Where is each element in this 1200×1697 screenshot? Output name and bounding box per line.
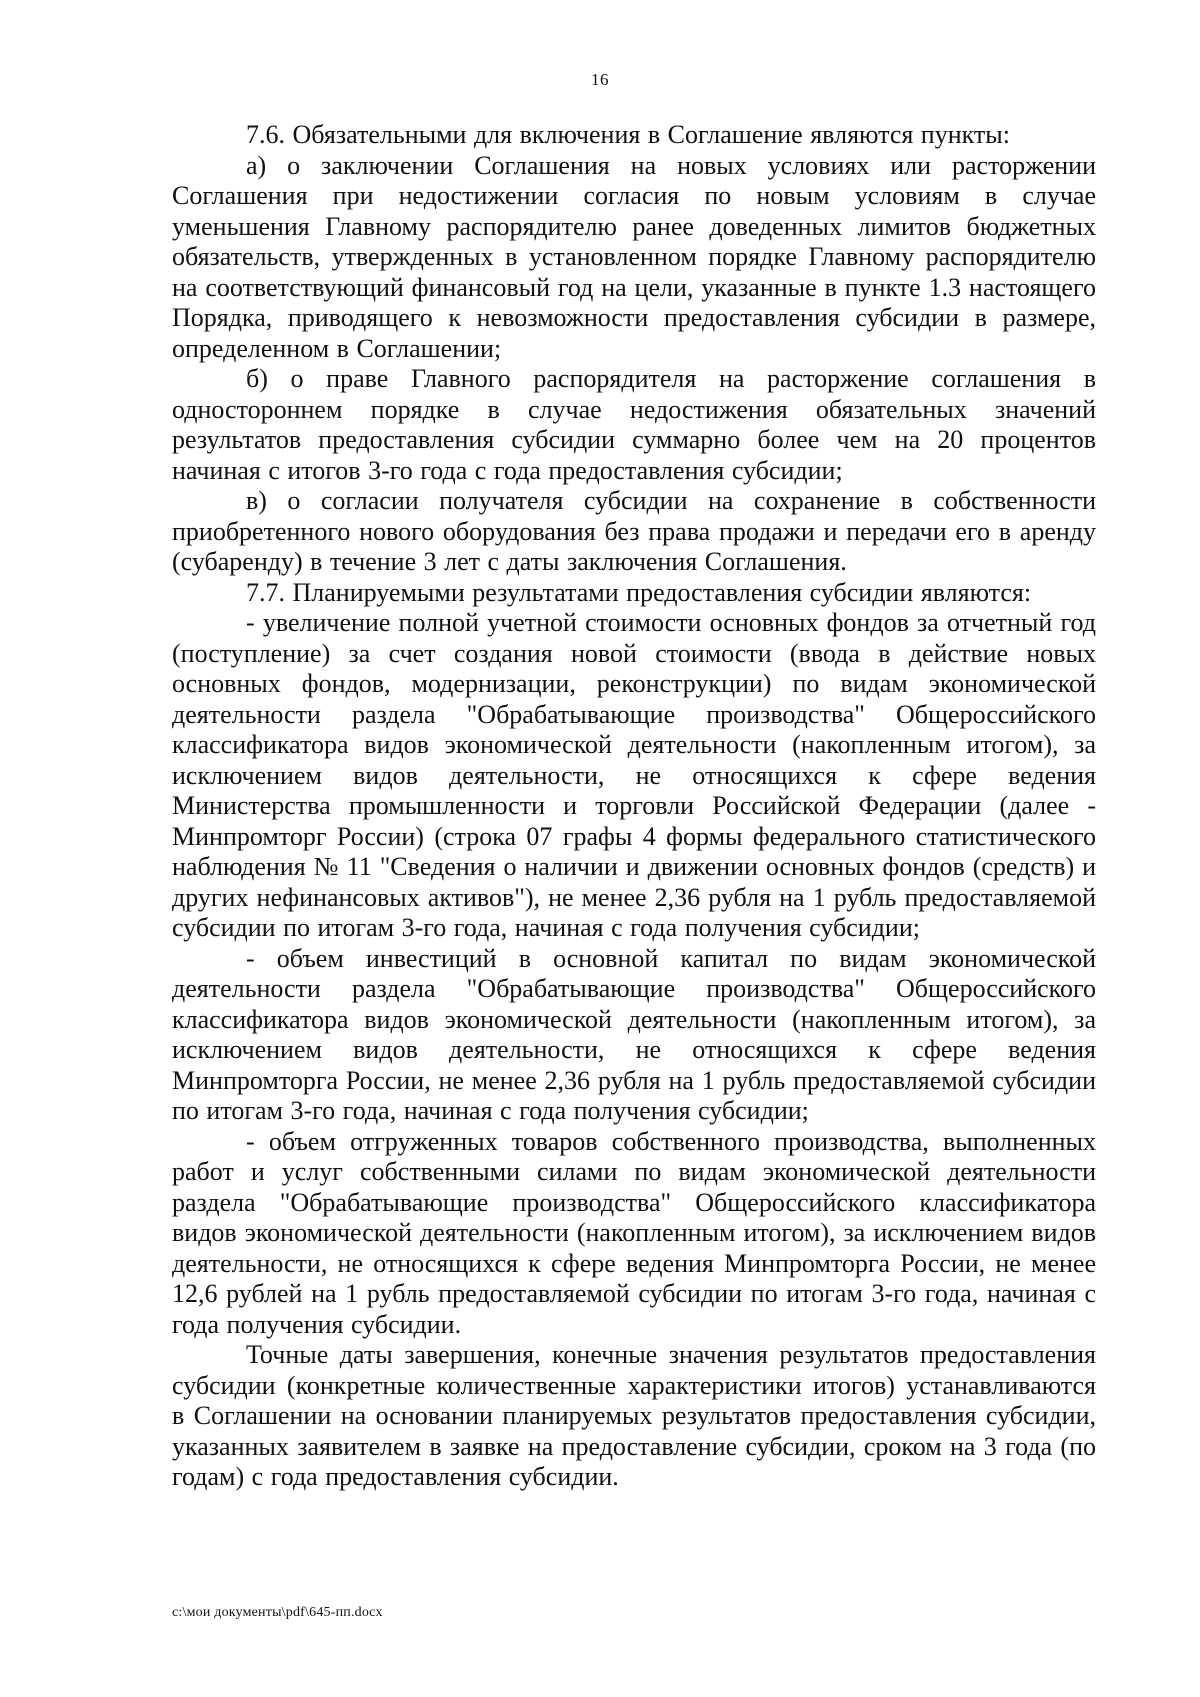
paragraph-result-investments: - объем инвестиций в основной капитал по видам экономической деятельности раздела "Обрабатывающие производства" Общероссийского классификатора видов экономической деятельности (накопленным итогом), за исключением видов деятельности, не относящихся к сфере ведения Минпромторга России, не менее 2,36 рубля на 1 рубль предоставляемой субсидии по итогам 3-го года, начиная с года получения субсидии; <box>172 943 1096 1125</box>
paragraph-exact-dates: Точные даты завершения, конечные значения результатов предоставления субсидии (конкретные количественные характеристики итогов) устанавливаются в Соглашении на основании планируемых результатов предоставления субсидии, указанных заявителем в заявке на предоставление субсидии, сроком на 3 года (по годам) с года предоставления субсидии. <box>172 1340 1096 1491</box>
paragraph-7-6-v: в) о согласии получателя субсидии на сохранение в собственности приобретенного нового оборудования без права продажи и передачи его в аренду (субаренду) в течение 3 лет с даты заключения Соглашения. <box>172 486 1096 576</box>
document-body <box>172 120 1096 1493</box>
paragraph-7-6: 7.6. Обязательными для включения в Соглашение являются пункты: <box>246 120 1010 149</box>
paragraph-7-6-b: б) о праве Главного распорядителя на расторжение соглашения в одностороннем порядке в случае недостижения обязательных значений результатов предоставления субсидии суммарно более чем на 20 процентов начиная с итогов 3-го года с года предоставления субсидии; <box>172 364 1096 485</box>
paragraph-result-fixed-assets: - увеличение полной учетной стоимости основных фондов за отчетный год (поступление) за счет создания новой стоимости (ввода в действие новых основных фондов, модернизации, реконструкции) по видам экономической деятельности раздела "Обрабатывающие производства" Общероссийского классификатора видов экономической деятельности (накопленным итогом), за исключением видов деятельности, не относящихся к сфере ведения Министерства промышленности и торговли Российской Федерации (далее - Минпромторг России) (строка 07 графы 4 формы федерального статистического наблюдения № 11 "Сведения о наличии и движении основных фондов (средств) и других нефинансовых активов"), не менее 2,36 рубля на 1 рубль предоставляемой субсидии по итогам 3-го года, начиная с года получения субсидии; <box>172 608 1096 942</box>
paragraph-7-6-a: а) о заключении Соглашения на новых условиях или расторжении Соглашения при недостижении согласия по новым условиям в случае уменьшения Главному распорядителю ранее доведенных лимитов бюджетных обязательств, утвержденных в установленном порядке Главному распорядителю на соответствующий финансовый год на цели, указанные в пункте 1.3 настоящего Порядка, приводящего к невозможности предоставления субсидии в размере, определенном в Соглашении; <box>172 150 1096 363</box>
paragraph-result-shipped-goods: - объем отгруженных товаров собственного производства, выполненных работ и услуг собственными силами по видам экономической деятельности раздела "Обрабатывающие производства" Общероссийского классификатора видов экономической деятельности (накопленным итогом), за исключением видов деятельности, не относящихся к сфере ведения Минпромторга России, не менее 12,6 рублей на 1 рубль предоставляемой субсидии по итогам 3-го года, начиная с года получения субсидии. <box>172 1126 1096 1339</box>
page-number: 16 <box>591 70 609 89</box>
paragraph-7-7: 7.7. Планируемыми результатами предоставления субсидии являются: <box>246 577 1032 607</box>
footer-file-path: c:\мои документы\pdf\645-пп.docx <box>172 1605 383 1620</box>
